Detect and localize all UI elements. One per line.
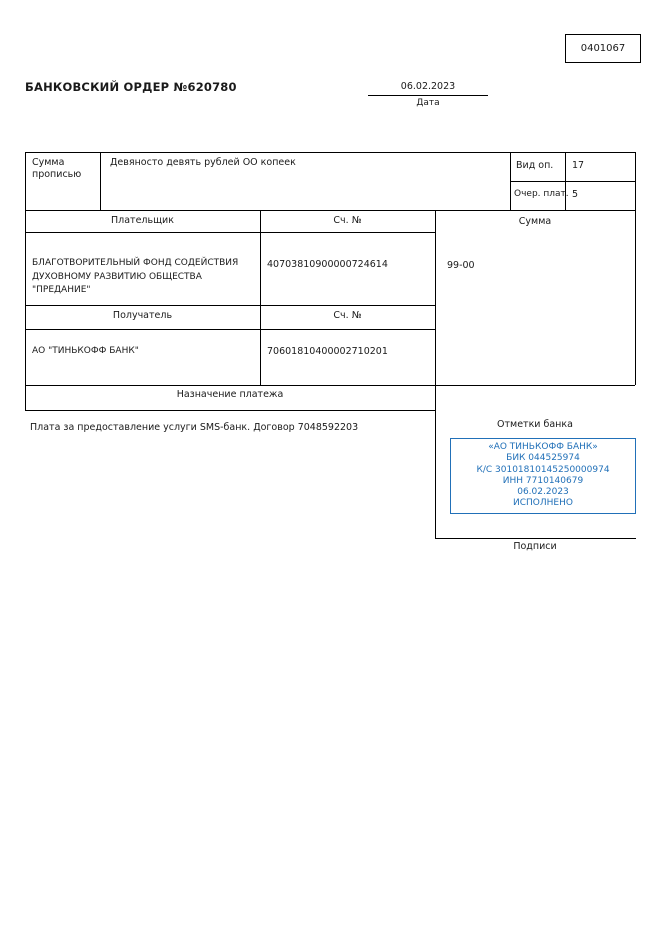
stamp-line-corr-account: К/С 30101810145250000974: [476, 464, 610, 475]
grid-line: [260, 210, 261, 385]
purpose-text: Плата за предоставление услуги SMS-банк. Договор 7048592203: [30, 422, 359, 433]
grid-line: [25, 232, 435, 233]
stamp-line-date: 06.02.2023: [517, 487, 569, 498]
bank-stamp: [450, 438, 636, 514]
form-code: 0401067: [580, 43, 626, 54]
sum-value: 99-00: [447, 260, 475, 271]
payer-name: БЛАГОТВОРИТЕЛЬНЫЙ ФОНД СОДЕЙСТВИЯ ДУХОВНОМУ РАЗВИТИЮ ОБЩЕСТВА "ПРЕДАНИЕ": [32, 258, 239, 295]
bank-marks-header: Отметки банка: [497, 419, 573, 430]
grid-line: [635, 152, 636, 385]
stamp-line-status: ИСПОЛНЕНО: [513, 498, 573, 509]
sum-header: Сумма: [518, 216, 552, 227]
grid-line: [435, 538, 636, 539]
stamp-line-inn: ИНН 7710140679: [502, 475, 584, 486]
payer-section-header: Плательщик: [111, 215, 174, 226]
priority-value: 5: [572, 189, 579, 200]
document-title: БАНКОВСКИЙ ОРДЕР №620780: [25, 80, 237, 94]
grid-line: [25, 305, 435, 306]
payee-account: 70601810400002710201: [267, 346, 388, 357]
payee-account-header: Сч. №: [333, 310, 362, 321]
priority-label: Очер. плат.: [514, 189, 569, 199]
grid-line: [435, 210, 436, 538]
payer-account: 40703810900000724614: [267, 259, 388, 270]
stamp-line-bik: БИК 044525974: [506, 453, 580, 464]
date-label: Дата: [416, 98, 440, 108]
payee-name: АО "ТИНЬКОФФ БАНК": [32, 346, 139, 356]
stamp-line-bank-name: «АО ТИНЬКОФФ БАНК»: [488, 442, 598, 452]
op-type-value: 17: [572, 160, 585, 171]
amount-in-words-label: Сумма прописью: [32, 157, 82, 180]
grid-line: [510, 181, 635, 182]
form-code-box: [565, 34, 641, 63]
grid-line: [100, 152, 101, 210]
op-type-label: Вид оп.: [516, 160, 554, 171]
grid-line: [25, 329, 435, 330]
grid-line: [510, 152, 511, 210]
grid-line: [25, 152, 26, 410]
grid-line: [565, 152, 566, 210]
grid-line: [25, 210, 635, 211]
grid-line: [25, 152, 635, 153]
purpose-header: Назначение платежа: [176, 389, 284, 400]
grid-line: [25, 385, 635, 386]
grid-line: [25, 410, 435, 411]
date-field: [368, 81, 488, 108]
payer-account-header: Сч. №: [333, 215, 362, 226]
date-value: 06.02.2023: [368, 81, 488, 96]
payee-section-header: Получатель: [112, 310, 173, 321]
signatures-header: Подписи: [513, 541, 557, 552]
amount-in-words: Девяносто девять рублей ОО копеек: [110, 157, 296, 168]
